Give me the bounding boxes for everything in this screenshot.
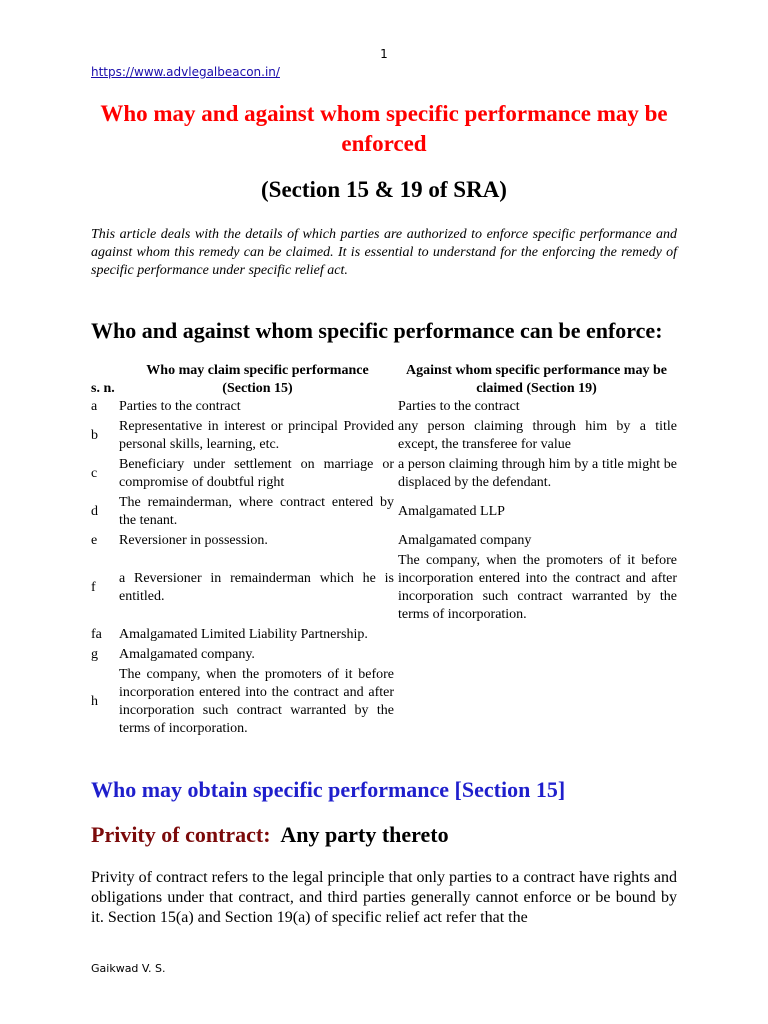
row-sn: d xyxy=(91,504,98,519)
sra-table xyxy=(91,362,677,740)
page-subtitle: (Section 15 & 19 of SRA) xyxy=(261,177,507,202)
column-header: Against whom specific performance may be claimed (Section 19) xyxy=(406,363,667,396)
table-row xyxy=(91,626,677,646)
table-row xyxy=(91,418,677,456)
table-header-row xyxy=(91,362,677,398)
heading-privity xyxy=(91,822,449,848)
row-sn: b xyxy=(91,428,98,443)
row-against xyxy=(396,626,677,646)
table-row xyxy=(91,494,677,532)
row-against: Parties to the contract xyxy=(398,399,520,414)
row-claim: a Reversioner in remainderman which he is entitled. xyxy=(119,571,394,604)
row-claim: Reversioner in possession. xyxy=(119,533,268,548)
column-header: s. n. xyxy=(91,381,115,396)
footer-author: Gaikwad V. S. xyxy=(91,962,166,975)
website-link[interactable]: https://www.advlegalbeacon.in/ xyxy=(91,65,280,79)
column-header: Who may claim specific performance (Section 15) xyxy=(146,363,369,396)
body-paragraph: Privity of contract refers to the legal principle that only parties to a contract have rights and obligations under that contract, and third parties generally cannot enforce or be bound by it. Section 15(a) and Section 19(a) of specific relief act refer that the xyxy=(91,869,677,926)
section-heading: Who and against whom specific performance can be enforce: xyxy=(91,318,663,343)
row-claim: Representative in interest or principal Provided personal skills, learning, etc. xyxy=(119,419,394,452)
table-row xyxy=(91,398,677,418)
row-claim: Amalgamated Limited Liability Partnership. xyxy=(119,627,368,642)
page-title: Who may and against whom specific performance may be enforced xyxy=(100,101,668,156)
table-row xyxy=(91,666,677,740)
row-against: a person claiming through him by a title might be displaced by the defendant. xyxy=(398,457,677,490)
row-against xyxy=(396,646,677,666)
row-sn: a xyxy=(91,399,98,414)
privity-label: Privity of contract: xyxy=(91,822,271,847)
table-row xyxy=(91,552,677,626)
row-sn: fa xyxy=(91,627,102,642)
row-claim: Parties to the contract xyxy=(119,399,241,414)
row-claim: The remainderman, where contract entered by the tenant. xyxy=(119,495,394,528)
row-against: The company, when the promoters of it before incorporation entered into the contract and after incorporation such contract warranted by the terms of incorporation. xyxy=(398,553,677,622)
row-claim: Amalgamated company. xyxy=(119,647,255,662)
row-sn: h xyxy=(91,694,98,709)
row-claim: Beneficiary under settlement on marriage or compromise of doubtful right xyxy=(119,457,394,490)
row-against: Amalgamated company xyxy=(398,533,532,548)
row-against: Amalgamated LLP xyxy=(398,504,505,519)
row-sn: g xyxy=(91,647,98,662)
page-number: 1 xyxy=(380,47,388,61)
row-sn: e xyxy=(91,533,98,548)
row-against xyxy=(396,666,677,740)
heading-who-may-obtain: Who may obtain specific performance [Section 15] xyxy=(91,777,566,802)
table-row xyxy=(91,646,677,666)
table-row xyxy=(91,456,677,494)
table-row xyxy=(91,532,677,552)
row-sn: f xyxy=(91,580,96,595)
row-claim: The company, when the promoters of it before incorporation entered into the contract and after incorporation such contract warranted by the terms of incorporation. xyxy=(119,667,394,736)
row-against: any person claiming through him by a title except, the transferee for value xyxy=(398,419,677,452)
privity-rest: Any party thereto xyxy=(280,822,449,847)
intro-paragraph: This article deals with the details of which parties are authorized to enforce specific performance and against whom this remedy can be claimed. It is essential to understand for the enforcing the remedy of specific performance under specific relief act. xyxy=(91,227,677,278)
row-sn: c xyxy=(91,466,98,481)
